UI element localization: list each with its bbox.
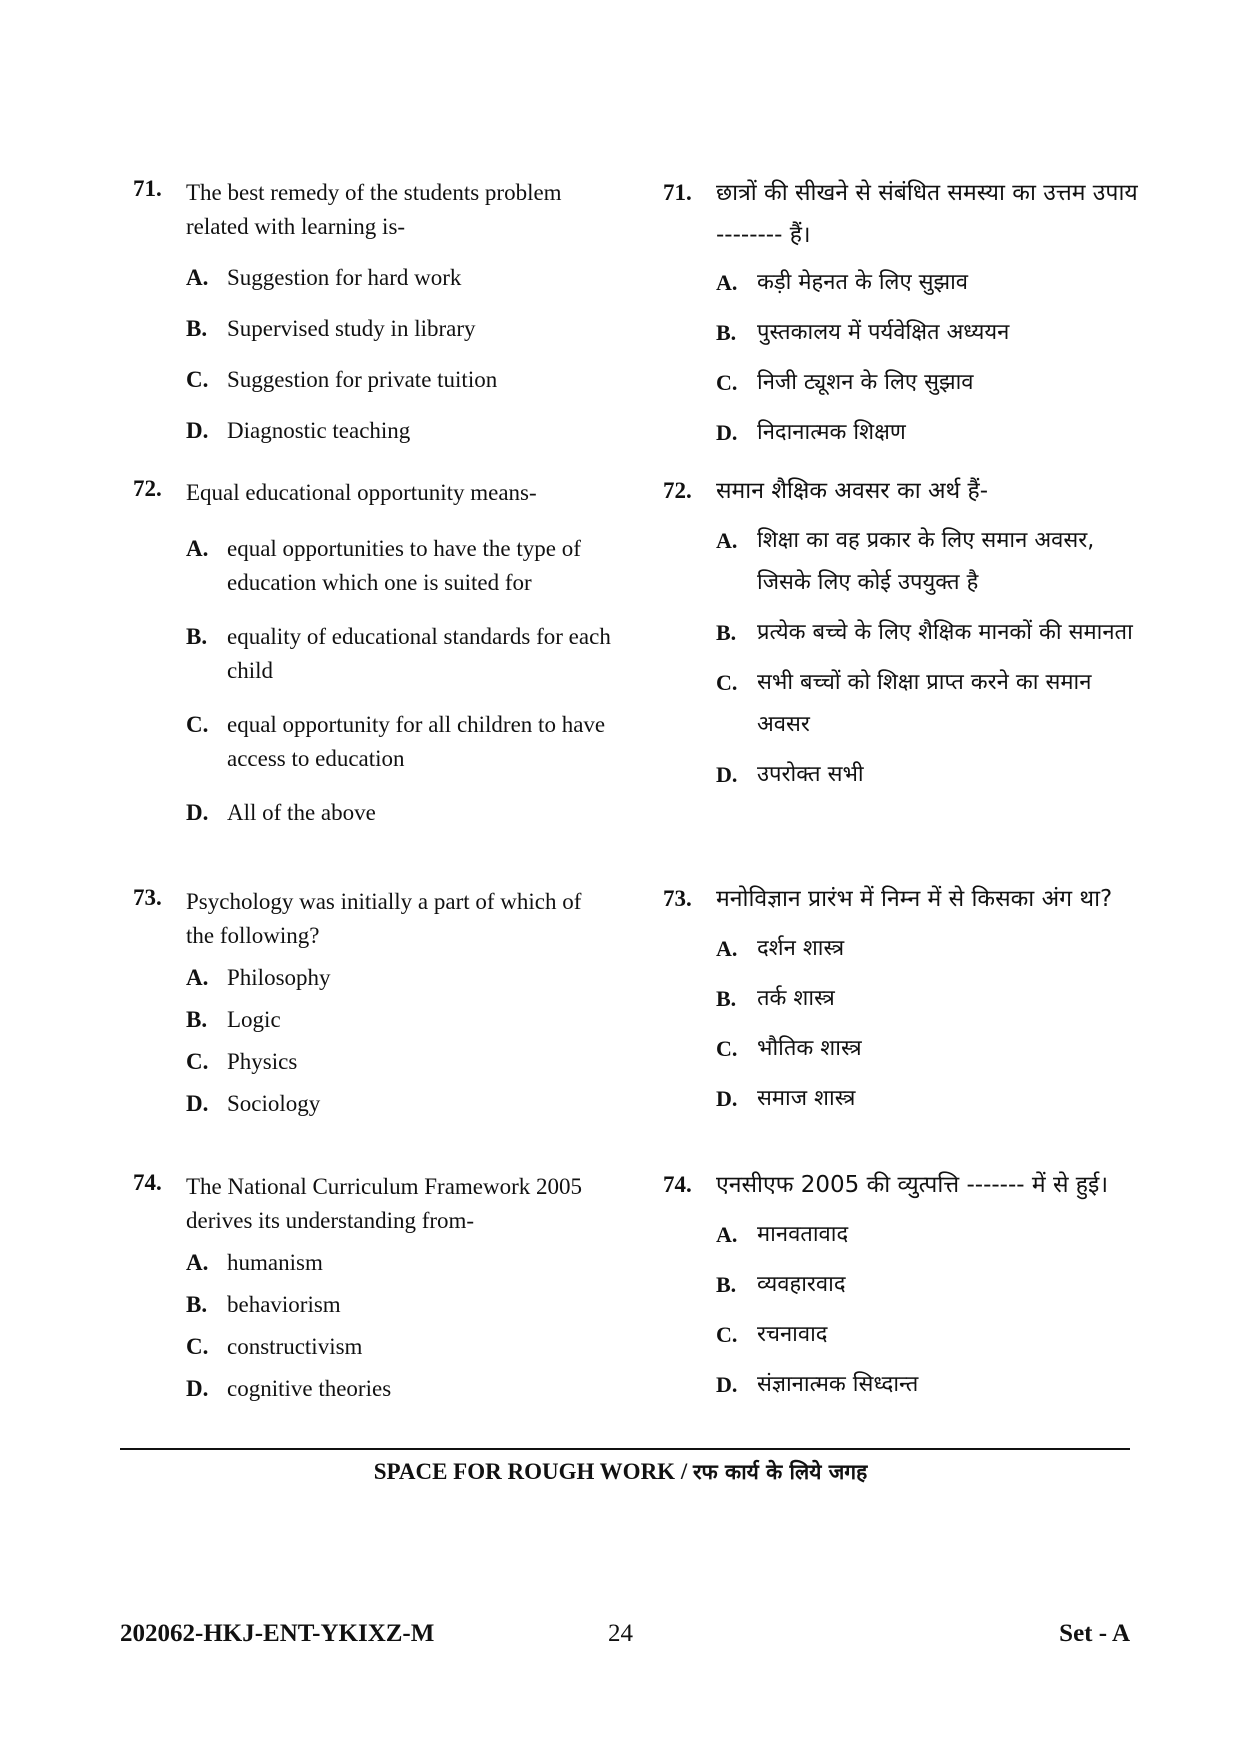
question-number: 73. xyxy=(663,886,692,911)
option-a: A. दर्शन शास्त्र xyxy=(716,936,845,961)
question-72-en xyxy=(133,476,613,830)
question-stem xyxy=(133,176,613,244)
question-73-en xyxy=(133,885,613,1121)
option-b: B. Supervised study in library xyxy=(186,316,476,341)
option-d: D. निदानात्मक शिक्षण xyxy=(716,420,906,445)
page-number: 24 xyxy=(608,1620,633,1647)
question-text: The National Curriculum Framework 2005 derives its understanding from- xyxy=(186,1174,583,1233)
question-71-hi xyxy=(663,172,1143,454)
question-text: Psychology was initially a part of which of the following? xyxy=(186,889,582,948)
question-stem xyxy=(133,1170,613,1238)
option-c: C. Suggestion for private tuition xyxy=(186,367,498,392)
question-number: 71. xyxy=(133,176,162,201)
question-stem xyxy=(663,1164,1143,1206)
option-b: B. तर्क शास्त्र xyxy=(716,986,835,1011)
option-c: C. निजी ट्यूशन के लिए सुझाव xyxy=(716,370,974,395)
question-number: 71. xyxy=(663,180,692,205)
question-text: समान शैक्षिक अवसर का अर्थ हैं- xyxy=(716,478,989,504)
option-b: B. पुस्तकालय में पर्यवेक्षित अध्ययन xyxy=(716,320,1010,345)
option-a: A. मानवतावाद xyxy=(716,1222,849,1247)
option-d: D. cognitive theories xyxy=(186,1376,392,1401)
option-d: D. All of the above xyxy=(186,800,376,825)
question-stem xyxy=(663,470,1143,512)
option-c: C. equal opportunity for all children to have access to education xyxy=(186,712,606,771)
question-stem xyxy=(133,885,613,953)
option-c: C. सभी बच्चों को शिक्षा प्राप्त करने का समान अवसर xyxy=(716,670,1092,737)
option-a: A. शिक्षा का वह प्रकार के लिए समान अवसर, जिसके लिए कोई उपयुक्त है xyxy=(716,528,1095,595)
option-d: D. Sociology xyxy=(186,1091,321,1116)
question-number: 72. xyxy=(663,478,692,503)
question-stem xyxy=(663,172,1143,256)
option-d: D. उपरोक्त सभी xyxy=(716,762,864,787)
question-74-en xyxy=(133,1170,613,1406)
option-a: A. Suggestion for hard work xyxy=(186,265,462,290)
option-a: A. equal opportunities to have the type of education which one is suited for xyxy=(186,536,581,595)
option-c: C. constructivism xyxy=(186,1334,363,1359)
question-73-hi xyxy=(663,878,1143,1120)
question-text: The best remedy of the students problem related with learning is- xyxy=(186,180,562,239)
question-number: 72. xyxy=(133,476,162,501)
set-label: Set - A xyxy=(1059,1620,1130,1647)
booklet-code: 202062-HKJ-ENT-YKIXZ-M xyxy=(120,1620,435,1647)
option-a: A. कड़ी मेहनत के लिए सुझाव xyxy=(716,270,969,295)
question-text: मनोविज्ञान प्रारंभ में निम्न में से किसका अंग था? xyxy=(716,886,1113,912)
option-a: A. humanism xyxy=(186,1250,323,1275)
rough-work-heading xyxy=(0,1455,1241,1489)
option-b: B. प्रत्येक बच्चे के लिए शैक्षिक मानकों की समानता xyxy=(716,620,1133,645)
rough-work-divider xyxy=(120,1448,1130,1450)
question-74-hi xyxy=(663,1164,1143,1406)
question-text: एनसीएफ 2005 की व्युत्पत्ति ------- में से हुई। xyxy=(716,1172,1109,1198)
option-c: C. भौतिक शास्त्र xyxy=(716,1036,862,1061)
option-d: D. Diagnostic teaching xyxy=(186,418,411,443)
option-b: B. behaviorism xyxy=(186,1292,341,1317)
option-c: C. Physics xyxy=(186,1049,298,1074)
option-b: B. equality of educational standards for each child xyxy=(186,624,611,683)
question-number: 74. xyxy=(663,1172,692,1197)
option-d: D. समाज शास्त्र xyxy=(716,1086,856,1111)
question-stem xyxy=(133,476,613,510)
rough-work-en: SPACE FOR ROUGH WORK / xyxy=(373,1459,693,1484)
question-text: छात्रों की सीखने से संबंधित समस्या का उत्तम उपाय -------- हैं। xyxy=(716,180,1138,248)
rough-work-hi: रफ कार्य के लिये जगह xyxy=(692,1460,868,1484)
option-d: D. संज्ञानात्मक सिध्दान्त xyxy=(716,1372,919,1397)
option-c: C. रचनावाद xyxy=(716,1322,828,1347)
question-72-hi xyxy=(663,470,1143,796)
option-b: B. Logic xyxy=(186,1007,281,1032)
question-number: 73. xyxy=(133,885,162,910)
question-71-en xyxy=(133,176,613,448)
option-a: A. Philosophy xyxy=(186,965,331,990)
question-text: Equal educational opportunity means- xyxy=(186,480,537,505)
question-stem xyxy=(663,878,1143,920)
option-b: B. व्यवहारवाद xyxy=(716,1272,846,1297)
question-number: 74. xyxy=(133,1170,162,1195)
